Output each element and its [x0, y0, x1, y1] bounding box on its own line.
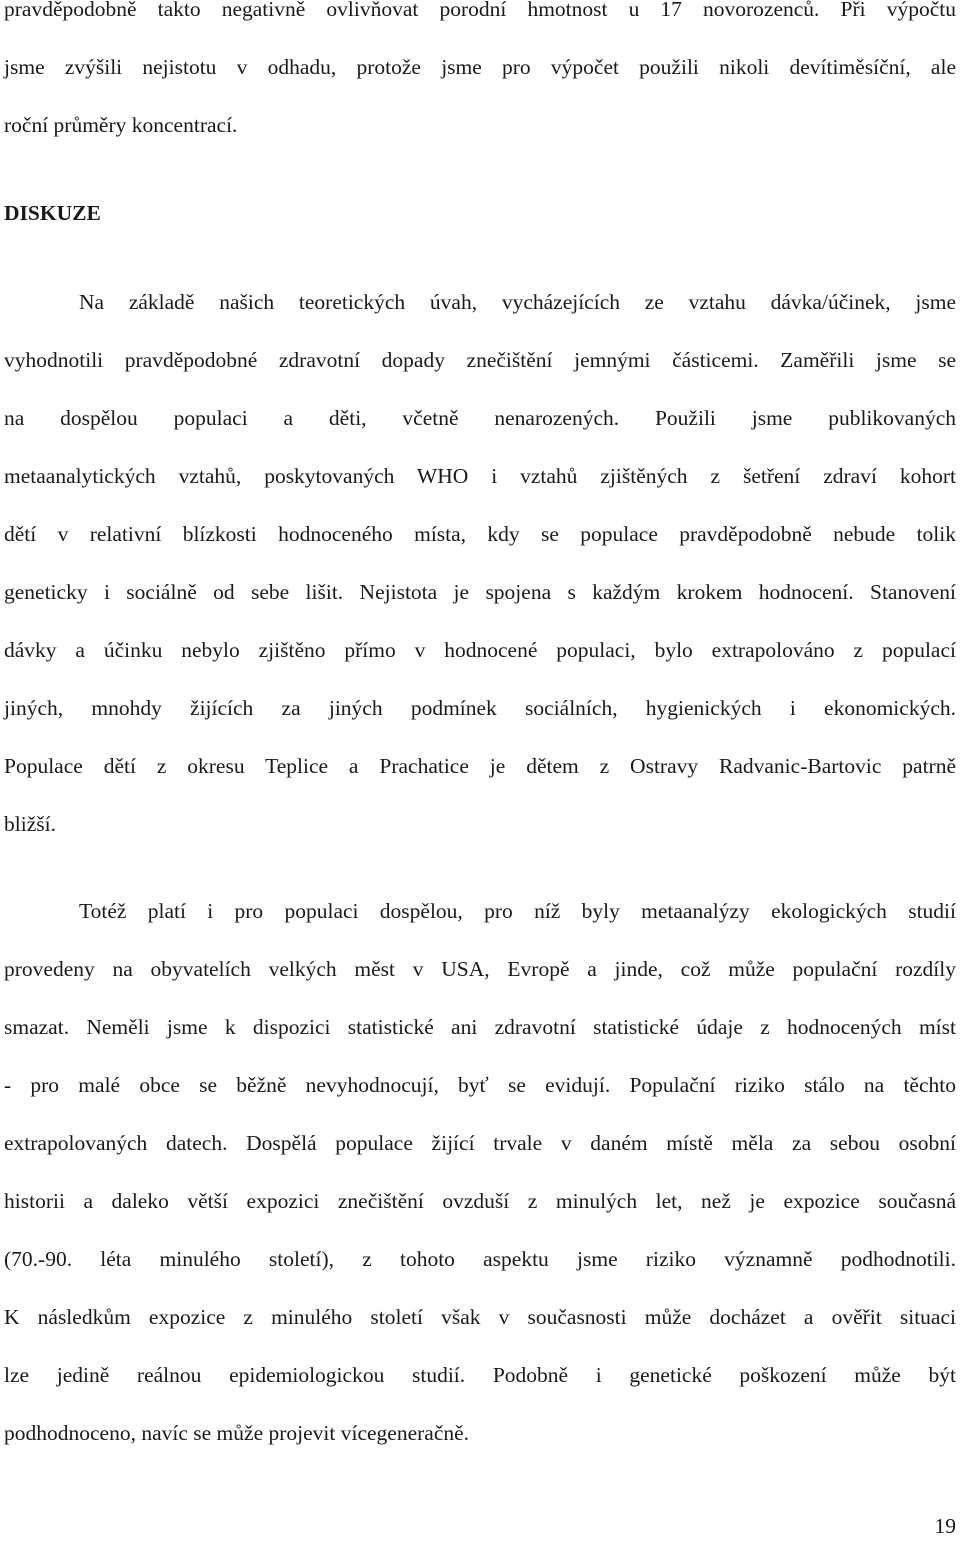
paragraph2-line-6: historii a daleko větší expozici znečištění ovzduší z minulých let, než je expozice současná: [4, 1189, 956, 1213]
paragraph1-line-2: vyhodnotili pravděpodobné zdravotní dopady znečištění jemnými částicemi. Zaměřili jsme se: [4, 348, 956, 372]
paragraph2-line-2: provedeny na obyvatelích velkých měst v USA, Evropě a jinde, což může populační rozdíly: [4, 957, 956, 981]
paragraph1-line-5: dětí v relativní blízkosti hodnoceného místa, kdy se populace pravděpodobně nebude tolik: [4, 522, 956, 546]
paragraph1-line-6: geneticky i sociálně od sebe lišit. Nejistota je spojena s každým krokem hodnocení. Stanovení: [4, 580, 956, 604]
paragraph2-line-4: - pro malé obce se běžně nevyhodnocují, byť se evidují. Populační riziko stálo na těchto: [4, 1073, 956, 1097]
paragraph2-line-1: Totéž platí i pro populaci dospělou, pro níž byly metaanalýzy ekologických studií: [79, 899, 956, 923]
intro-line-3: roční průměry koncentrací.: [4, 113, 238, 137]
paragraph2-line-9: lze jedině reálnou epidemiologickou studií. Podobně i genetické poškození může být: [4, 1363, 956, 1387]
paragraph1-line-1: Na základě našich teoretických úvah, vycházejících ze vztahu dávka/účinek, jsme: [79, 290, 956, 314]
paragraph1-line-10: bližší.: [4, 812, 56, 836]
intro-line-1: pravděpodobně takto negativně ovlivňovat porodní hmotnost u 17 novorozenců. Při výpočtu: [4, 0, 956, 21]
intro-line-2: jsme zvýšili nejistotu v odhadu, protože jsme pro výpočet použili nikoli devítiměsíční, ale: [4, 55, 956, 79]
paragraph1-line-8: jiných, mnohdy žijících za jiných podmínek sociálních, hygienických i ekonomických.: [4, 696, 956, 720]
paragraph2-line-10: podhodnoceno, navíc se může projevit vícegeneračně.: [4, 1421, 470, 1445]
paragraph1-line-4: metaanalytických vztahů, poskytovaných WHO i vztahů zjištěných z šetření zdraví kohort: [4, 464, 956, 488]
paragraph2-line-5: extrapolovaných datech. Dospělá populace žijící trvale v daném místě měla za sebou osobní: [4, 1131, 956, 1155]
paragraph1-line-3: na dospělou populaci a děti, včetně nenarozených. Použili jsme publikovaných: [4, 406, 956, 430]
section-heading-diskuze: DISKUZE: [4, 201, 101, 225]
paragraph2-line-3: smazat. Neměli jsme k dispozici statistické ani zdravotní statistické údaje z hodnocených míst: [4, 1015, 956, 1039]
page-number: 19: [934, 1514, 956, 1538]
paragraph2-line-7: (70.-90. léta minulého století), z tohoto aspektu jsme riziko významně podhodnotili.: [4, 1247, 956, 1271]
paragraph1-line-7: dávky a účinku nebylo zjištěno přímo v hodnocené populaci, bylo extrapolováno z populací: [4, 638, 956, 662]
paragraph2-line-8: K následkům expozice z minulého století však v současnosti může docházet a ověřit situaci: [4, 1305, 956, 1329]
paragraph1-line-9: Populace dětí z okresu Teplice a Prachatice je dětem z Ostravy Radvanic-Bartovic patrně: [4, 754, 956, 778]
